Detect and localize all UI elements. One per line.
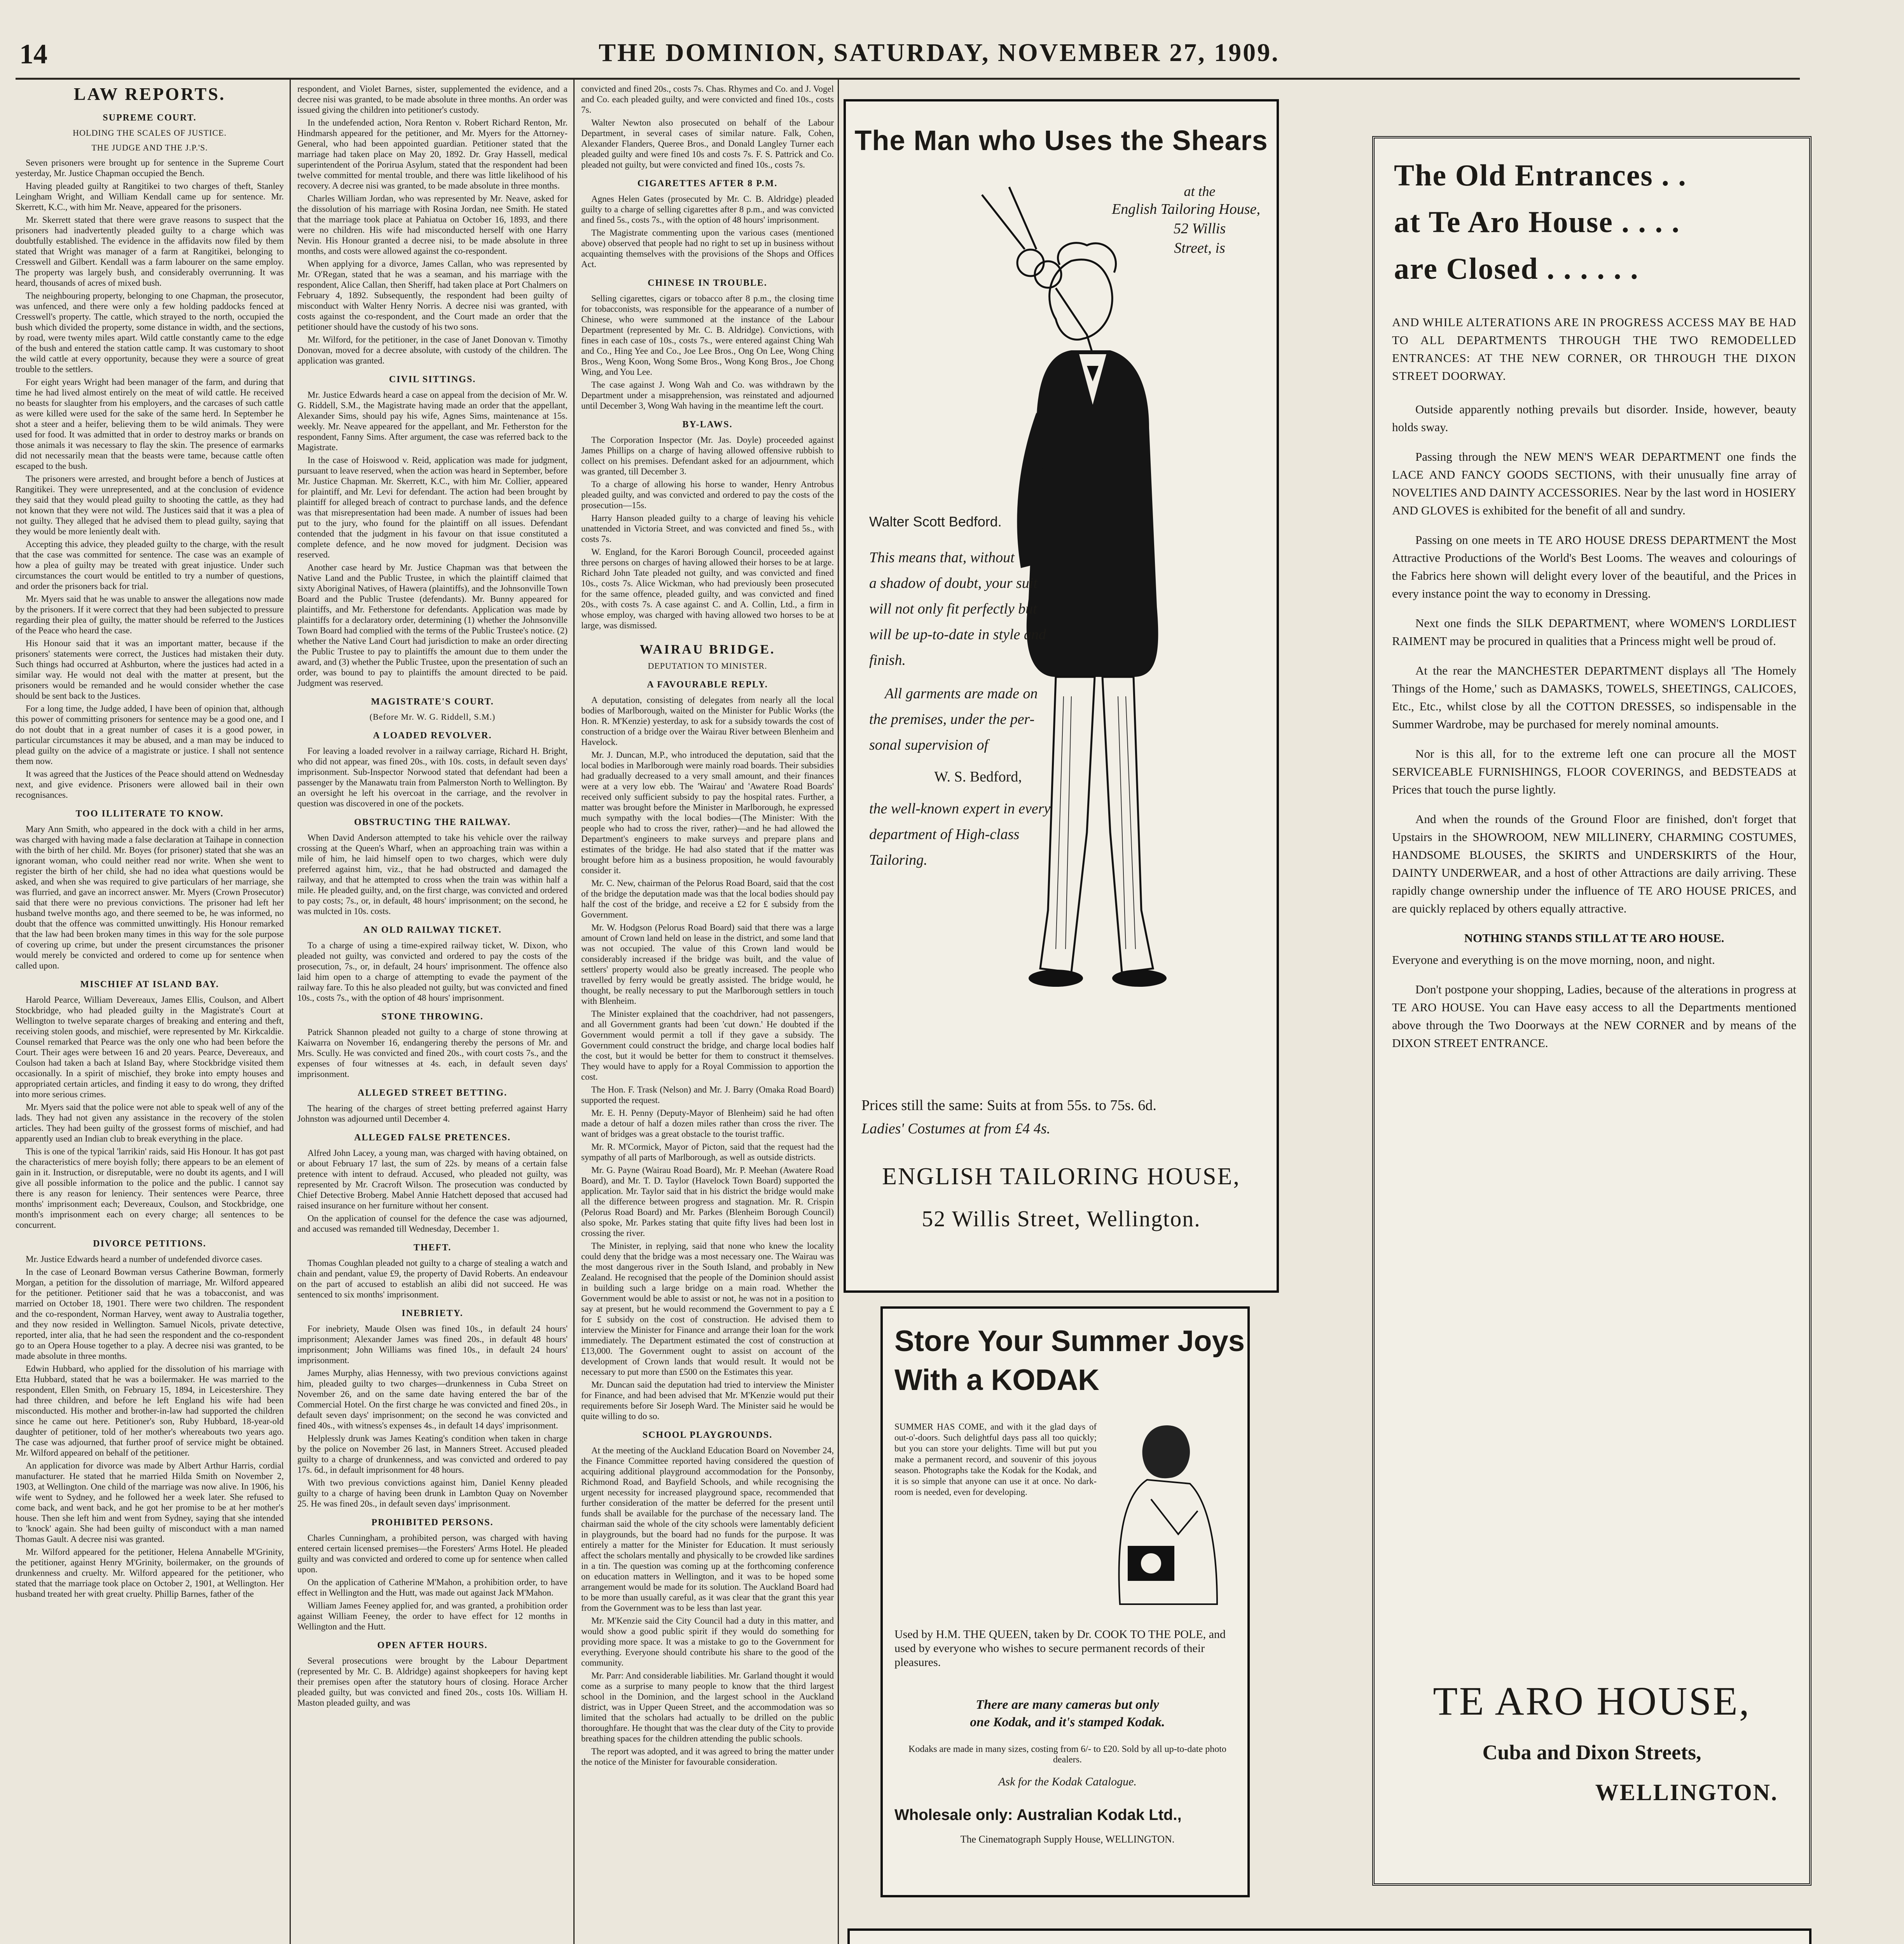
article-heading: MAGISTRATE'S COURT. bbox=[371, 697, 494, 707]
column-1 bbox=[16, 84, 284, 1944]
tailor-ad-title: The Man who Uses the Shears bbox=[854, 125, 1268, 156]
te-aro-stands: NOTHING STANDS STILL AT TE ARO HOUSE. bbox=[1464, 931, 1724, 945]
paragraph: Mr. Wilford, for the petitioner, in the case of Janet Donovan v. Timothy Donovan, moved for a decree absolute, with custody of the children. The application was granted. bbox=[297, 335, 568, 365]
te-aro-paragraph: Everyone and everything is on the move morning, noon, and night. bbox=[1392, 953, 1715, 967]
article-heading: A FAVOURABLE REPLY. bbox=[647, 680, 768, 690]
article-subheading: HOLDING THE SCALES OF JUSTICE. bbox=[73, 128, 227, 138]
te-aro-city: WELLINGTON. bbox=[1595, 1780, 1778, 1805]
te-aro-head-1: The Old Entrances . . bbox=[1394, 158, 1687, 192]
column-rule bbox=[290, 80, 291, 1944]
kodak-body: SUMMER HAS COME, and with it the glad days of out-o'-doors. Such delightful days pass all too quickly; but you can store your delights. Time will but put you make a permanent record, and souvenir of this joyous season. Photographs take the Kodak for the Kodak, and it is so simple that anyone can use it at once. No dark-room is needed, even for developing. bbox=[894, 1422, 1097, 1497]
article-heading: AN OLD RAILWAY TICKET. bbox=[363, 925, 502, 935]
paragraph: Mr. Justice Edwards heard a case on appeal from the decision of Mr. W. G. Riddell, S.M., the Magistrate having made an order that the appellant, Alexander Sims, should pay his wife, Agnes Sims, maintenance at 15s. weekly. Mr. Neave appeared for the appellant, and Mr. Fetherston for the respondent, Fanny Sims. After argument, the case was referred back to the Magistrate. bbox=[297, 390, 568, 452]
kodak-illustration bbox=[1100, 1410, 1240, 1612]
paragraph: The Minister explained that the coachdriver, had not passengers, and all Government grants had been 'cut down.' He doubted if the Government would permit a toll if they gave a subsidy. The Government could construct the bridge, and charge local bodies half the cost, but it would be better for them to construct it themselves. They would have to apply for a Royal Commission to apportion the cost. bbox=[581, 1009, 834, 1082]
paragraph: The report was adopted, and it was agreed to bring the matter under the notice of the Minister for favourable consideration. bbox=[581, 1746, 834, 1767]
paragraph: The Minister, in replying, said that none who knew the locality could deny that the bridge was a most necessary one. The Wairau was the most dangerous river in the South Island, and probably in New Zealand. He recognised that the people of the Dominion should assist in building such a large bridge on a main road. Whether the Government would be able to assist or not, he was not in a position to say at present, but he would recommend the Government to pay a £ for £ subsidy on the cost of construction. He advised them to interview the Minister for Finance and arrange their loan for the work immediately. The Department estimated the cost of construction at £13,000. The Government ought to assist on account of the development of Crown lands that would result. It would not be necessary to put more than £500 on the Estimates this year. bbox=[581, 1241, 834, 1377]
paragraph: With two previous convictions against him, Daniel Kenny pleaded guilty to a charge of having been drunk in Lambton Quay on November 25. He was fined 20s., in default seven days' imprisonment. bbox=[297, 1478, 568, 1509]
paragraph: Mr. J. Duncan, M.P., who introduced the deputation, said that the local bodies in Marlborough were mainly road boards. Their subsidies had gradually decreased to a very small amount, and their finances were at a very low ebb. The 'Wairau' and 'Awatere Road Boards' received only sufficient subsidy to pay the hospital rates. Further, a matter was brought before the Minister in Marlborough, he expressed much sympathy with the local bodies—(The Minister: With the people who had to cross the river, rather)—and he had allowed the Department's engineers to make surveys and prepare plans and estimates of the bridge. He had also stated that if the matter was brought before him as a business proposition, he would favourably consider it. bbox=[581, 750, 834, 875]
kodak-title-1: Store Your Summer Joys bbox=[894, 1325, 1245, 1358]
paragraph: An application for divorce was made by Albert Arthur Harris, cordial manufacturer. He stated that he married Hilda Smith on November 2, 1903, at Wellington. One child of the marriage was now alive. In 1906, his wife went to Sydney, and he followed her a week later. She refused to come back, and went back, and he got her promise to be at her mother's house. Then she left him and went from Sydney, saying that she intended to 'knock' again. She had been guilty of misconduct with a man named Thomas Gault. A decree nisi was granted. bbox=[16, 1461, 284, 1544]
paragraph: Mr. Duncan said the deputation had tried to interview the Minister for Finance, and had been advised that Mr. M'Kenzie would put their requirements before Sir Joseph Ward. The Minister said he would be quite willing to do so. bbox=[581, 1380, 834, 1421]
article-heading: OPEN AFTER HOURS. bbox=[377, 1640, 488, 1650]
article-subheading: DEPUTATION TO MINISTER. bbox=[648, 661, 767, 671]
article-heading: ALLEGED FALSE PRETENCES. bbox=[354, 1133, 511, 1143]
paragraph: Mr. C. New, chairman of the Pelorus Road Board, said that the cost of the bridge the deputation made was that the local bodies should pay half the cost of the bridge, and receive a £2 for £ subsidy from the Government. bbox=[581, 878, 834, 920]
article-heading: A LOADED REVOLVER. bbox=[373, 731, 492, 741]
paragraph: Patrick Shannon pleaded not guilty to a charge of stone throwing at Kaiwarra on November 16, endangering thereby the persons of Mr. and Mrs. Scully. He was convicted and fined 20s., with court costs 7s., and the expenses of four witnesses at 4s. each, in default seven days' imprisonment. bbox=[297, 1027, 568, 1079]
paragraph: Alfred John Lacey, a young man, was charged with having obtained, on or about February 17 last, the sum of 22s. by means of a certain false pretence with intent to defraud. Accused, who pleaded not guilty, was represented by Mr. Cracroft Wilson. The prosecution was conducted by Chief Detective Broberg. Mabel Annie Hatchett deposed that accused had raised insurance on her furniture without her consent. bbox=[297, 1148, 568, 1210]
column-rule bbox=[838, 80, 839, 1944]
paragraph: Agnes Helen Gates (prosecuted by Mr. C. B. Aldridge) pleaded guilty to a charge of selling cigarettes after 8 p.m., and was convicted and fined 5s., costs 7s., with the option of 48 hours' imprisonment. bbox=[581, 194, 834, 225]
paragraph: Mr. G. Payne (Wairau Road Board), Mr. P. Meehan (Awatere Road Board), and Mr. T. D. Taylor (Havelock Town Board) supported the application. Mr. Taylor said that in his district the bridge would make all the difference between progress and stagnation. Mr. R. Crispin (Pelorus Road Board) and Mr. Parkes (Blenheim Borough Council) also spoke, Mr. Parkes stating that quite fifty lives had been lost in crossing the river. bbox=[581, 1165, 834, 1238]
paragraph: Thomas Coughlan pleaded not guilty to a charge of stealing a watch and chain and pendant, value £9, the property of David Roberts. An endeavour on the part of accused to establish an alibi did not succeed. He was sentenced to six months' imprisonment. bbox=[297, 1258, 568, 1299]
paragraph: For inebriety, Maude Olsen was fined 10s., in default 24 hours' imprisonment; Alexander James was fined 20s., in default 48 hours' imprisonment; John Williams was fined 10s., in default 24 hours' imprisonment. bbox=[297, 1324, 568, 1365]
paragraph: This is one of the typical 'larrikin' raids, said His Honour. It has got past the characteristics of mere boyish folly; there appears to be an element of gain in it. Instruction, or disreputable, were no doubt its agents, and I will give all possible information to the police and the public. I cannot say there is any reason for leniency. Their sentences were Pearce, three months' imprisonment each; Devereaux, Coulson, and Stockbridge, one month's imprisonment each on every charge; all sentences to be concurrent. bbox=[16, 1147, 284, 1230]
kodak-slogan-2: one Kodak, and it's stamped Kodak. bbox=[970, 1715, 1165, 1729]
paragraph: Mary Ann Smith, who appeared in the dock with a child in her arms, was charged with having made a false declaration at Taihape in connection with the birth of her child. Mr. Boyes (for prisoner) stated that she was an ignorant woman, who could neither read nor write. When she went to register the birth of her child, she had no idea what questions would be asked, and when she was required to give particulars of her marriage, she was flurried, and gave an incorrect answer. Mr. Myers (Crown Prosecutor) said that there were no previous convictions. The prisoner had left her husband twelve months ago, and there seemed to be, he was informed, no doubt that the offence was committed unwittingly. His Honour remarked that the law had been broken many times in this way for the sole purpose of covering up crime, but under the present circumstances the prisoner would merely be convicted and ordered to come up for sentence when called upon. bbox=[16, 824, 284, 970]
paragraph: Helplessly drunk was James Keating's condition when taken in charge by the police on November 26 last, in Manners Street. Accused pleaded guilty to a charge of drunkenness, and was convicted and ordered to pay 17s. 6d., in default imprisonment for 48 hours. bbox=[297, 1434, 568, 1475]
article-heading: CHINESE IN TROUBLE. bbox=[648, 278, 767, 288]
paragraph: His Honour said that it was an important matter, because if the prisoners' statements were correct, the Justices had mistaken their duty. Such things had occurred at Ashburton, where the justices had acted in a similar way. He would not deal with the matter at present, but the prisoners would be remanded and he would consider whether the case should be sent back to the Justices. bbox=[16, 638, 284, 701]
paragraph: Seven prisoners were brought up for sentence in the Supreme Court yesterday, Mr. Justice Chapman occupied the Bench. bbox=[16, 158, 284, 178]
kodak-catalogue: Ask for the Kodak Catalogue. bbox=[998, 1775, 1137, 1788]
paragraph: Mr. M'Kenzie said the City Council had a duty in this matter, and would show a good public spirit if they would do something for providing more space. It was a mistake to go to the Government for everything. Everyone should contribute his share to the good of the community. bbox=[581, 1616, 834, 1668]
column-2 bbox=[297, 84, 568, 1944]
article-heading: PROHIBITED PERSONS. bbox=[371, 1517, 494, 1528]
copy-line: This means that, without bbox=[869, 549, 1015, 566]
article-heading: MISCHIEF AT ISLAND BAY. bbox=[80, 979, 219, 989]
copy-line: the premises, under the per- bbox=[869, 711, 1035, 727]
paragraph: Mr. W. Hodgson (Pelorus Road Board) said that there was a large amount of Crown land held on lease in the district, and some land that was not occupied. The value of this Crown land would be considerably increased if the bridge was built, and the value of settlers' property would also be greatly increased. The people who travelled by ferry would be greatly assisted. The bridge would, he thought, be really necessary to put the Marlborough settlers in touch with Blenheim. bbox=[581, 923, 834, 1006]
copy-line: All garments are made on bbox=[885, 685, 1038, 702]
paragraph: For leaving a loaded revolver in a railway carriage, Richard H. Bright, who did not appear, was fined 20s., with 10s. costs, in default seven days' imprisonment. Sub-Inspector Norwood stated that defendant had been a passenger by the Manawatu train from Palmerston North to Wellington. By an oversight he left his overcoat in the carriage, and the revolver in question was discovered in one of the pockets. bbox=[297, 746, 568, 808]
paragraph: Mr. Myers said that he was unable to answer the allegations now made by the prisoners. If it were correct that they had been subjected to pressure regarding their plea of guilty, the matter should be referred to the Justices of the Peace who heard the case. bbox=[16, 594, 284, 635]
copy-line: sonal supervision of bbox=[869, 737, 989, 753]
article-heading: INEBRIETY. bbox=[402, 1308, 463, 1318]
kodak-advertisement bbox=[880, 1306, 1250, 1897]
article-heading: ALLEGED STREET BETTING. bbox=[357, 1088, 507, 1098]
tailor-ad-at: at the bbox=[1184, 184, 1216, 199]
paragraph: On the application of Catherine M'Mahon, a prohibition order, to have effect in Wellington and the Hutt, was made out against Jack M'Mahon. bbox=[297, 1577, 568, 1598]
paragraph: The Corporation Inspector (Mr. Jas. Doyle) proceeded against James Phillips on a charge of having allowed offensive rubbish to collect on his premises. Defendant asked for an adjournment, which was granted, till December 3. bbox=[581, 435, 834, 476]
paragraph: Mr. Parr: And considerable liabilities. Mr. Garland thought it would come as a surprise to many people to know that the third largest school in the Dominion, and the largest school in the Auckland district, was in Upper Queen Street, and the accommodation was so limited that the scholars had actually to be drilled on the public thoroughfare. He thought that was the clear duty of the City to provide breathing spaces for the children attending the public schools. bbox=[581, 1671, 834, 1743]
paragraph: Mr. R. M'Cormick, Mayor of Picton, said that the request had the sympathy of all parts of Marlborough, as well as outside districts. bbox=[581, 1142, 834, 1162]
te-aro-name: TE ARO HOUSE, bbox=[1433, 1679, 1751, 1724]
paragraph: Charles William Jordan, who was represented by Mr. Neave, asked for the dissolution of his marriage with Rosina Jordan, nee Smith. He stated that the marriage took place at Pahiatua on October 16, 1893, and there were no children. His wife had misconducted herself with one Harry Nevin. His Honour granted a decree nisi, to be made absolute in three months, and costs were allowed against the co-respondent. bbox=[297, 194, 568, 256]
copy-line: the well-known expert in every bbox=[869, 801, 1051, 817]
paragraph: Mr. E. H. Penny (Deputy-Mayor of Blenheim) said he had often made a detour of half a dozen miles rather than cross the river. The want of bridges was a great obstacle to the tourist traffic. bbox=[581, 1108, 834, 1139]
tailor-ad-address-2: Street, is bbox=[1174, 240, 1225, 256]
te-aro-paragraph: Next one finds the SILK DEPARTMENT, where WOMEN'S LORDLIEST RAIMENT may be procured in qualities that a Princess might well be proud of. bbox=[1392, 616, 1796, 648]
paragraph: The neighbouring property, belonging to one Chapman, the prosecutor, was unfenced, and there were only a few holding paddocks fenced at Cresswell's property. The cattle, which strayed to the north, occupied the bush which divided the property, some distance in width, and the sections, by road, were twenty miles apart. Wild cattle constantly came to the edge of the bush and entered the station cattle camp. It was customary to shoot the wild cattle at every opportunity, because they were a source of great trouble to the settlers. bbox=[16, 291, 284, 374]
article-heading: CIGARETTES AFTER 8 P.M. bbox=[637, 178, 778, 189]
te-aro-paragraph: Nor is this all, for to the extreme left one can procure all the MOST SERVICEABLE FURNISHINGS, FLOOR COVERINGS, and BEDSTEADS at Prices that touch the purse lightly. bbox=[1392, 747, 1796, 796]
paragraph: At the meeting of the Auckland Education Board on November 24, the Finance Committee reported having considered the question of acquiring additional playground accommodation for the Ponsonby, Richmond Road, and Bayfield Schools, and while recognising the urgent necessity for increased playground space, recommended that further consideration of the matter be deferred for the present until funds shall be available for the purchase of the necessary land. The chairman said the whole of the city schools were lamentably deficient in playgrounds, but the board had no funds for the purpose. It was entirely a matter for the Minister for Education. It must seriously affect the scholars mentally and physically to be crowded like sardines in a tin. The question was coming up at the forthcoming conference on education matters in Wellington, and it was to be hoped some arrangement would be made for its solution. The Auckland Board had to be more than usually careful, as it was clear that the grant this year from the Government was to be less than last year. bbox=[581, 1446, 834, 1613]
article-heading: SCHOOL PLAYGROUNDS. bbox=[642, 1430, 773, 1440]
paragraph: The prisoners were arrested, and brought before a bench of Justices at Rangitikei. They were unrepresented, and at the conclusion of evidence they said that they would plead guilty to shooting the cattle, as they had not known that they were not wild. The Justices said that it was a plea of not guilty. They alleged that he advised them to plead guilty, saying that they would be more leniently dealt with. bbox=[16, 474, 284, 536]
paragraph: Mr. Skerrett stated that there were grave reasons to suspect that the prisoners had inadvertently pleaded guilty to a charge which was doubtfully established. The evidence in the affidavits now filed by them stated that Wright was manager of a farm at Rangitikei, belonging to Cresswell and Gilbert. Kendall was a farm labourer on the same employ. The property was largely bush, and considerably overrunning. It was heard, thousands of acres of mixed bush. bbox=[16, 215, 284, 288]
court-heading: SUPREME COURT. bbox=[103, 113, 197, 123]
paragraph: James Murphy, alias Hennessy, with two previous convictions against him, pleaded guilty to two charges—drunkenness in Cuba Street on November 26, and on the same date having entered the bar of the Commercial Hotel. On the first charge he was convicted and fined 20s., in default seven days' imprisonment; on the second he was convicted and fined 40s., with witness's expenses 4s., in default 14 days' imprisonment. bbox=[297, 1368, 568, 1430]
copy-line: will be up-to-date in style and bbox=[869, 626, 1046, 643]
article-heading: CIVIL SITTINGS. bbox=[389, 374, 476, 385]
article-heading: THE JUDGE AND THE J.P.'S. bbox=[91, 143, 208, 152]
article-heading: OBSTRUCTING THE RAILWAY. bbox=[354, 817, 511, 827]
paragraph: When applying for a divorce, James Callan, who was represented by Mr. O'Regan, stated that he was a seaman, and his marriage with the respondent, Alice Callan, then Sheriff, had taken place at Port Chalmers on February 4, 1892. Subsequently, the respondent had been guilty of misconduct with Walter Henry Norris. A decree nisi was granted, with costs against the co-respondent, and the Court made an order that the petitioner should have the custody of his two sons. bbox=[297, 259, 568, 332]
paragraph: To a charge of allowing his horse to wander, Henry Antrobus pleaded guilty, and was convicted and ordered to pay the costs of the prosecution—15s. bbox=[581, 479, 834, 510]
te-aro-paragraph: And when the rounds of the Ground Floor are finished, don't forget that Upstairs in the SHOWROOM, NEW MILLINERY, CHARMING COSTUMES, HANDSOME BLOUSES, the SKIRTS and UNDERSKIRTS of the Hour, DAINTY UNDERWEAR, and a host of other Attractions are daily arriving. These rapidly change ownership under the influence of TE ARO HOUSE PRICES, and are quickly replaced by others equally attractive. bbox=[1392, 812, 1796, 915]
kodak-title-2: With a KODAK bbox=[894, 1364, 1100, 1397]
te-aro-house-advertisement bbox=[1372, 136, 1811, 1886]
paragraph: On the application of counsel for the defence the case was adjourned, and accused was remanded till Wednesday, December 1. bbox=[297, 1213, 568, 1234]
kodak-dealers: Kodaks are made in many sizes, costing from 6/- to £20. Sold by all up-to-date photo dealers. bbox=[908, 1744, 1226, 1765]
tailor-footer-2: 52 Willis Street, Wellington. bbox=[922, 1206, 1201, 1231]
paragraph: Several prosecutions were brought by the Labour Department (represented by Mr. C. B. Aldridge) against shopkeepers for having kept their premises open after the statutory hours of closing. Horace Archer pleaded guilty, but was convicted and fined 20s., costs 10s. William H. Maston pleaded guilty, and was bbox=[297, 1656, 568, 1708]
paragraph: In the case of Leonard Bowman versus Catherine Bowman, formerly Morgan, a petition for the dissolution of marriage, Mr. Wilford appeared for the petitioner. Petitioner said that he was a tobacconist, and was married on October 18, 1901. There were two children. The respondent and the co-respondent, Norman Harvey, went away to Australia together, and they now resided in Wellington. Samuel Nicols, private detective, reported, inter alia, that he had seen the respondent and the co-respondent go to an Opera House together to a play. A decree nisi was granted, to be made absolute in three months. bbox=[16, 1267, 284, 1361]
article-subheading: (Before Mr. W. G. Riddell, S.M.) bbox=[369, 712, 496, 722]
copy-line: W. S. Bedford, bbox=[934, 769, 1022, 785]
article-heading: BY-LAWS. bbox=[682, 420, 733, 430]
tailor-footer-1: ENGLISH TAILORING HOUSE, bbox=[882, 1163, 1240, 1190]
te-aro-body bbox=[1392, 313, 1796, 1052]
paragraph: respondent, and Violet Barnes, sister, supplemented the evidence, and a decree nisi was granted, to be made absolute in three months. An order was issued giving the children into petitioner's custody. bbox=[297, 84, 568, 115]
te-aro-head-2: at Te Aro House . . . . bbox=[1394, 205, 1680, 239]
kodak-royal: Used by H.M. THE QUEEN, taken by Dr. COOK TO THE POLE, and used by everyone who wishes to secure permanent records of their pleasures. bbox=[894, 1628, 1226, 1669]
paragraph: Another case heard by Mr. Justice Chapman was that between the Native Land and the Public Trustee, in which the plaintiff claimed that sixty Aboriginal Natives, of Hawera (plaintiffs), and the Johnsonville Town Board and the Public Trustee (defendants). Mr. Bunny appeared for plaintiffs, and Mr. Fetherstone for defendants. Application was made by plaintiffs for a declaratory order, determining (1) whether the Johnsonville Town Board had complied with the terms of the Public Trustee's notice. (2) whether the Native Land Court had jurisdiction to make an order directing the Public Trustee to pay to plaintiffs the amount due to them under the award, and (3) whether the Public Trustee, upon the presentation of such an order, was bound to pay to plaintiffs the amount directed to be paid. Judgment was reserved. bbox=[297, 563, 568, 688]
kodak-wholesale: Wholesale only: Australian Kodak Ltd., bbox=[894, 1806, 1182, 1823]
te-aro-streets: Cuba and Dixon Streets, bbox=[1482, 1741, 1701, 1764]
masthead bbox=[16, 34, 1765, 73]
paragraph: Edwin Hubbard, who applied for the dissolution of his marriage with Etta Hubbard, stated that he was a boilermaker. He was married to the respondent, Ellen Smith, on February 15, 1894, in Leicestershire. They had three children, and before he left England his wife had been misconducted. His mother and brother-in-law had supported the children since he came out here. Petitioner's son, Ruby Hubbard, 18-year-old daughter of petitioner, told of her mother's whereabouts two years ago. The case was adjourned, that further proof of service might be obtained. Mr. Wilford appeared on behalf of the petitioner. bbox=[16, 1364, 284, 1458]
paragraph: It was agreed that the Justices of the Peace should attend on Wednesday next, and give evidence. Prisoners were allowed bail in their own recognisances. bbox=[16, 769, 284, 800]
tailoring-advertisement bbox=[844, 99, 1279, 1293]
paragraph: Selling cigarettes, cigars or tobacco after 8 p.m., the closing time for tobacconists, was responsible for the appearance of a number of Chinese, who were summoned at the instance of the Labour Department (represented by Mr. C. B. Aldridge). Convictions, with fines in each case of 10s., costs 7s., were entered against Ching Wah and Co., Hing Yee and Co., Joe Lee Bros., Ong On Lee, Wong Ching Bros., Weng Koon, Wong Some Bros., Wong Kong Bros., Joe Chong Wing, and You Lee. bbox=[581, 294, 834, 377]
copy-line: Tailoring. bbox=[869, 852, 928, 868]
paragraph: Mr. Justice Edwards heard a number of undefended divorce cases. bbox=[26, 1254, 262, 1264]
tailor-ad-address-1: 52 Willis bbox=[1173, 220, 1226, 237]
copy-line: will not only fit perfectly but bbox=[869, 601, 1037, 617]
paragraph: Harold Pearce, William Devereaux, James Ellis, Coulson, and Albert Stockbridge, who had pleaded guilty in the Magistrate's Court at Wellington to twelve separate charges of breaking and entering and theft, receiving stolen goods, and mischief, were represented by Mr. Kirkcaldie. Counsel remarked that Pearce was the only one who had been before the Court. Their ages were between 16 and 20 years. Pearce, Devereaux, and Coulson had taken a bach at Island Bay, where Stockbridge visited them occasionally. In a spirit of mischief, they broke into empty houses and appropriated certain articles, and finding it easy to do wrong, they drifted into more serious crimes. bbox=[16, 995, 284, 1099]
paper-title: THE DOMINION, SATURDAY, NOVEMBER 27, 1909. bbox=[599, 38, 1280, 67]
paragraph: In the case of Hoiswood v. Reid, application was made for judgment, pursuant to leave reserved, when the action was heard in September, before Mr. Justice Chapman. Mr. Skerrett, K.C., with him Mr. Collier, appeared for plaintiff, and Mr. Levi for defendant. The action had been brought by plaintiff for alleged breach of contract to purchase lands, and the defence was that misrepresentation had been made. A number of issues had been put to the jury, who found for the plaintiff on all issues. Defendant contended that the judgment in his favour on that issue constituted a complete defence, and he now moved for judgment. Decision was reserved. bbox=[297, 455, 568, 559]
paragraph: For eight years Wright had been manager of the farm, and during that time he had lived almost entirely on the meat of wild cattle. He received no beasts for slaughter from his employers, and the carcases of such cattle as were killed were used for the sake of the same herd. In September he shot a steer and a heifer, believing them to be wild animals. They were used for food. It was admitted that in order to destroy marks or brands on those animals it was necessary to flay the skin. The presence of earmarks did not necessarily mean that the beasts were tame, because cattle often escaped to the bush. bbox=[16, 377, 284, 471]
paragraph: Accepting this advice, they pleaded guilty to the charge, with the result that the case was committed for sentence. The case was an example of how a plea of guilty may be treated with great injustice. Under such circumstances the court would be entitled to try a number of questions, and order the prisoners back for trial. bbox=[16, 539, 284, 591]
paragraph: William James Feeney applied for, and was granted, a prohibition order against William Feeney, the order to have effect for 12 months in Wellington and the Hutt. bbox=[297, 1601, 568, 1631]
page-number: 14 bbox=[19, 38, 47, 70]
column-3 bbox=[581, 84, 834, 1944]
tailor-ad-copy bbox=[869, 545, 1087, 873]
paragraph: When David Anderson attempted to take his vehicle over the railway crossing at the Queen's Wharf, when an approaching train was within a mile of him, he laid himself open to two charges, which were duly preferred against him, viz., that he had obstructed and damaged the railway, and that he attempted to cross when the train was within half a mile. He pleaded guilty, and, on the first charge, was convicted and ordered to pay costs; 7s., or, in default, 48 hours' imprisonment; on the second, he was mulcted in 10s. costs. bbox=[297, 833, 568, 916]
paragraph: A deputation, consisting of delegates from nearly all the local bodies of Marlborough, waited on the Minister for Public Works (the Hon. R. M'Kenzie) yesterday, to ask for a subsidy towards the cost of construction of a bridge over the Wairau River between Blenheim and Havelock. bbox=[581, 695, 834, 747]
paragraph: Mr. Wilford appeared for the petitioner, Helena Annabelle M'Grinity, the petitioner, against Henry M'Grinity, boilermaker, on the grounds of drunkenness and cruelty. Mr. Wilford appeared for the petitioner, who stated that the marriage took place on October 2, 1901, at Wellington. Her husband treated her with great cruelty. Phillip Barnes, father of the bbox=[16, 1547, 284, 1599]
te-aro-paragraph: Don't postpone your shopping, Ladies, because of the alterations in progress at TE ARO HOUSE. You can Have easy access to all the Departments mentioned above through the Two Doorways at the NEW CORNER and by means of the DIXON STREET ENTRANCE. bbox=[1392, 982, 1796, 1050]
te-aro-paragraph: Passing through the NEW MEN'S WEAR DEPARTMENT one finds the LACE AND FANCY GOODS SECTIONS, with their unusually fine array of NOVELTIES AND DAINTY ACCESSORIES. Near by the last word in HOSIERY AND GLOVES is exhibited for the benefit of all and sundry. bbox=[1392, 450, 1796, 517]
article-heading: STONE THROWING. bbox=[381, 1012, 484, 1022]
kodak-slogan-1: There are many cameras but only bbox=[976, 1698, 1159, 1712]
column-rule bbox=[573, 80, 575, 1944]
doans-advertisement bbox=[847, 1928, 1811, 1944]
tailor-prices-1: Prices still the same: Suits at from 55s. to 75s. 6d. bbox=[861, 1097, 1156, 1114]
paragraph: convicted and fined 20s., costs 7s. Chas. Rhymes and Co. and J. Vogel and Co. each pleaded guilty, and were convicted and fined 10s., costs 7s. bbox=[581, 84, 834, 115]
paragraph: In the undefended action, Nora Renton v. Robert Richard Renton, Mr. Hindmarsh appeared for the petitioner, and Mr. Myers for the Attorney-General, who had been appointed guardian. Petitioner stated that the marriage had taken place on May 20, 1892. Dr. Gray Hassell, medical superintendent of the Porirua Asylum, stated that the respondent had been twelve committed for mental trouble, and there was little likelihood of his recovery. A decree nisi was granted, to be made absolute in three months. bbox=[297, 118, 568, 191]
paragraph: For a long time, the Judge added, I have been of opinion that, although this power of committing prisoners for sentence may be a good one, and I do not doubt that in a great number of cases it is a good power, in particular circumstances it may be abused, and a man may be induced to plead guilty on the advice of a magistrate or justice. I shall not sentence them now. bbox=[16, 704, 284, 766]
kodak-address: The Cinematograph Supply House, WELLINGTON. bbox=[960, 1834, 1175, 1845]
copy-line: finish. bbox=[869, 652, 906, 668]
te-aro-paragraph: Outside apparently nothing prevails but disorder. Inside, however, beauty holds sway. bbox=[1392, 402, 1796, 434]
copy-line: a shadow of doubt, your suit bbox=[869, 575, 1038, 591]
paragraph: The Hon. F. Trask (Nelson) and Mr. J. Barry (Omaka Road Board) supported the request. bbox=[581, 1085, 834, 1105]
paragraph: W. England, for the Karori Borough Council, proceeded against three persons on charges of having allowed their horses to be at large. Richard John Tate pleaded not guilty, and was convicted and fined 10s., costs 7s. Alice Wickman, who had previously been prosecuted for the same offence, pleaded guilty, and was convicted and fined 20s., with costs 7s. A case against C. and A. Collin, Ltd., a firm in whose employ, was charged with having allowed two horses to be at large, was dismissed. bbox=[581, 547, 834, 630]
paragraph: Charles Cunningham, a prohibited person, was charged with having entered certain licensed premises—the Foresters' Arms Hotel. He pleaded guilty and was convicted and ordered to come up for sentence when called upon. bbox=[297, 1533, 568, 1574]
copy-line: department of High-class bbox=[869, 826, 1020, 843]
te-aro-paragraph: Passing on one meets in TE ARO HOUSE DRESS DEPARTMENT the Most Attractive Productions of the World's Best Looms. The weaves and colourings of the Fabrics here shown will delight every lover of the beautiful, and the Prices in every instance point the way to economy in Dressing. bbox=[1392, 533, 1796, 600]
te-aro-head-3: are Closed . . . . . . bbox=[1394, 252, 1639, 285]
tailor-prices-2: Ladies' Costumes at from £4 4s. bbox=[861, 1121, 1050, 1137]
paragraph: The Magistrate commenting upon the various cases (mentioned above) observed that people had no right to set up in business without acquainting themselves with the provisions of the Shops and Offices Act. bbox=[581, 228, 834, 269]
section-title: LAW REPORTS. bbox=[73, 84, 226, 104]
paragraph: Mr. Myers said that the police were not able to speak well of any of the lads. They had not given any assistance in the recovery of the stolen articles. They had been guilty of the grossest forms of mischief, and had apparently used an Indian club to break everything in the place. bbox=[16, 1102, 284, 1143]
masthead-rule bbox=[16, 78, 1800, 80]
paragraph: The hearing of the charges of street betting preferred against Harry Johnston was adjourned until December 4. bbox=[297, 1103, 568, 1124]
paragraph: Walter Newton also prosecuted on behalf of the Labour Department, in several cases of similar nature. Falk, Cohen, Alexander Flanders, Queree Bros., and Donald Langley Turner each pleaded guilty and were fined 10s and costs 7s. F. S. Pattrick and Co. pleaded not guilty, but were convicted and fined 10s., costs 7s. bbox=[581, 118, 834, 170]
paragraph: The case against J. Wong Wah and Co. was withdrawn by the Department under a misapprehension, was reinstated and adjourned until December 3, Wong Wah having in the meantime left the court. bbox=[581, 380, 834, 411]
article-heading: TOO ILLITERATE TO KNOW. bbox=[75, 809, 224, 819]
paragraph: Having pleaded guilty at Rangitikei to two charges of theft, Stanley Leingham Wright, and William Kendall came up for sentence. Mr. Skerrett, K.C., with him Mr. Neave, appeared for the prisoners. bbox=[16, 181, 284, 212]
tailor-ad-house: English Tailoring House, bbox=[1112, 201, 1260, 217]
te-aro-paragraph: At the rear the MANCHESTER DEPARTMENT displays all 'The Homely Things of the Home,' such as DAMASKS, TOWELS, SHEETINGS, CALICOES, Etc., Etc., whilst close by all the COTTON DRESSES, so indispensable in the Summer Wardrobe, may be purchased for merely nominal amounts. bbox=[1392, 664, 1796, 731]
tailor-name-plate: Walter Scott Bedford. bbox=[869, 514, 1002, 530]
article-heading: THEFT. bbox=[413, 1243, 452, 1253]
paragraph: To a charge of using a time-expired railway ticket, W. Dixon, who pleaded not guilty, was convicted and ordered to pay the costs of the prosecution, 7s., or, in default, 24 hours' imprisonment. The offence also laid him open to a charge of attempting to evade the payment of the railway fare. To this he also pleaded not guilty, but was convicted and fined 10s., costs 7s., with the option of 48 hours' imprisonment. bbox=[297, 941, 568, 1003]
paragraph: Harry Hanson pleaded guilty to a charge of leaving his vehicle unattended in Victoria Street, and was convicted and fined 5s., with costs 7s. bbox=[581, 513, 834, 544]
article-heading: DIVORCE PETITIONS. bbox=[93, 1239, 206, 1249]
te-aro-intro: AND WHILE ALTERATIONS ARE IN PROGRESS ACCESS MAY BE HAD TO ALL DEPARTMENTS THROUGH THE TWO REMODELLED ENTRANCES: AT THE NEW CORNER, OR THROUGH THE DIXON STREET DOORWAY. bbox=[1392, 315, 1796, 383]
article-heading: WAIRAU BRIDGE. bbox=[639, 642, 776, 657]
